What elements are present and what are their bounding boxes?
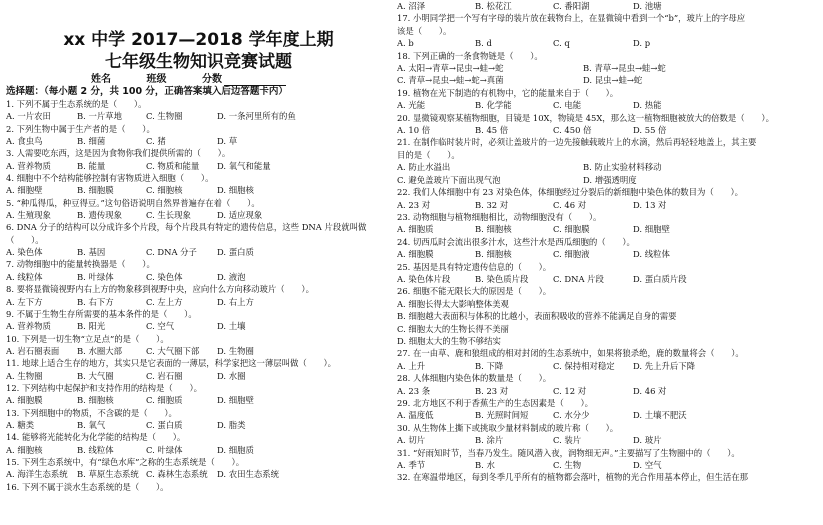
options-line	[6, 468, 391, 480]
answer-option: C. 生物	[553, 460, 582, 471]
answer-option: B. 大气圈	[77, 370, 114, 381]
question-line: 2. 下列生物中属于生产者的是（ ）。	[6, 123, 155, 134]
answer-option: D. 脂类	[217, 419, 246, 430]
answer-option: D. 适应现象	[217, 210, 263, 221]
class-label: 班级	[146, 74, 167, 85]
answer-option: C. 保持相对稳定	[553, 360, 615, 371]
answer-option: B. 右下方	[77, 296, 114, 307]
options-line	[397, 434, 817, 446]
question-line: A. 细胞长得太大影响整体美观	[397, 298, 509, 309]
question-line: 20. 显微镜观察某植物细胞，目镜是 10X，物镜是 45X，那么这一植物细胞被放大的倍数是（ ）。	[397, 112, 774, 123]
answer-option: C. 蛋白质	[146, 419, 183, 430]
answer-option: D. 空气	[633, 460, 662, 471]
answer-option: C. DNA 分子	[146, 247, 197, 258]
answer-option: A. 季节	[397, 460, 426, 471]
score-label: 分数	[201, 74, 222, 85]
question-line: 17. 小明同学把一个写有字母的装片放在载物台上，在显微镜中看到一个“b”，玻片上的字母应	[397, 13, 746, 24]
question-line: 25. 基因是具有特定遗传信息的（ ）。	[397, 261, 552, 272]
answer-option: A. 生物圈	[6, 370, 43, 381]
answer-option: D. 蛋白质	[217, 247, 254, 258]
options-line	[6, 135, 391, 147]
right-column	[397, 0, 817, 484]
answer-option: D. 池塘	[633, 1, 662, 11]
options-line	[397, 174, 817, 186]
answer-option: A. 切片	[397, 435, 426, 446]
answer-option: A. 10 倍	[397, 125, 431, 136]
answer-option: C. 避免盖玻片下面出现气泡	[397, 174, 501, 185]
answer-option: C. 装片	[553, 435, 582, 446]
answer-option: B. 一片草地	[77, 111, 122, 122]
answer-option: C. q	[553, 38, 570, 49]
answer-option: A. 染色体片段	[397, 273, 451, 284]
answer-option: C. 细胞质	[146, 395, 183, 406]
answer-option: B. 45 倍	[475, 125, 509, 136]
question-line: 24. 切西瓜时会流出很多汁水，这些汁水是西瓜细胞的（ ）。	[397, 236, 635, 247]
answer-option: C. 大气圈下部	[146, 345, 200, 356]
answer-option: A. 生殖现象	[6, 210, 51, 221]
answer-option: D. 水圈	[217, 370, 246, 381]
answer-option: C. 细胞膜	[553, 224, 590, 235]
question-line: 22. 我们人体细胞中有 23 对染色体，体细胞经过分裂后的新细胞中染色体的数目为（ ）。	[397, 187, 744, 198]
options-line	[397, 385, 817, 397]
question-line: 12. 下列结构中起保护和支持作用的结构是（ ）。	[6, 382, 203, 393]
question-line: 该是（ ）。	[397, 25, 452, 36]
options-line	[6, 370, 391, 382]
answer-option: D. 昆虫→蛙→蛇	[583, 75, 643, 86]
answer-option: C. 450 倍	[553, 125, 592, 136]
question-line: 6. DNA 分子的结构可以分成许多个片段，每个片段具有特定的遗传信息，这些 DNA 片段就叫做	[6, 222, 367, 233]
answer-option: C. 猪	[146, 136, 166, 147]
student-info-line	[6, 74, 391, 86]
left-question-list	[6, 98, 391, 493]
answer-option: B. 下降	[475, 360, 504, 371]
answer-option: A. 防止水溢出	[397, 162, 451, 173]
options-line	[397, 74, 817, 86]
answer-option: A. 沼泽	[397, 1, 426, 11]
answer-option: D. 细胞质	[217, 444, 254, 455]
answer-option: A. 细胞核	[6, 444, 43, 455]
options-line	[397, 223, 817, 235]
answer-option: B. 水圈大部	[77, 345, 122, 356]
question-line: 27. 在一由草、鹿和狼组成的相对封闭的生态系统中，如果将狼杀绝，鹿的数量将会（ ）。	[397, 348, 744, 359]
answer-option: B. 光照时间短	[475, 410, 529, 421]
answer-option: D. 13 对	[633, 199, 667, 210]
answer-option: A. 细胞膜	[397, 249, 434, 260]
answer-option: D. 细胞核	[217, 185, 254, 196]
answer-option: A. 细胞质	[397, 224, 434, 235]
answer-option: D. 右上方	[217, 296, 254, 307]
answer-option: C. DNA 片段	[553, 273, 604, 284]
answer-option: A. 营养物质	[6, 321, 51, 332]
answer-option: A. 23 条	[397, 385, 431, 396]
answer-option: D. 热能	[633, 100, 662, 111]
options-line	[397, 248, 817, 260]
question-line: 9. 不属于生物生存所需要的基本条件的是（ ）。	[6, 308, 197, 319]
options-line	[397, 459, 817, 471]
answer-option: C. 染色体	[146, 271, 183, 282]
question-line: 30. 从生物体上撕下或挑取少量材料制成的玻片称（ ）。	[397, 422, 619, 433]
answer-option: D. 蛋白质片段	[633, 273, 687, 284]
answer-option: B. 青草→昆虫→蛙→蛇	[583, 63, 666, 74]
answer-option: A. 岩石圈表面	[6, 345, 60, 356]
options-line	[6, 184, 391, 196]
question-line: D. 细胞太大的生物不够结实	[397, 335, 501, 346]
answer-option: C. 叶绿体	[146, 444, 183, 455]
answer-option: D. 草	[217, 136, 238, 147]
question-line: 28. 人体细胞内染色体的数量是（ ）。	[397, 373, 552, 384]
answer-option: C. 细胞液	[553, 249, 590, 260]
answer-option: B. 23 对	[475, 385, 509, 396]
answer-option: B. 能量	[77, 160, 106, 171]
left-column	[6, 0, 391, 493]
question-line: 26. 细胞不能无限长大的原因是（ ）。	[397, 286, 552, 297]
question-line: 7. 动物细胞中的能量转换器是（ ）。	[6, 259, 155, 270]
options-line	[397, 99, 817, 111]
question-line: 15. 下列生态系统中，有“绿色水库”之称的生态系统是（ ）。	[6, 456, 245, 467]
question-line: 21. 在制作临时装片时，必须让盖玻片的一边先接触载玻片上的水滴，然后再轻轻地盖上，其主要	[397, 137, 757, 148]
answer-option: C. 电能	[553, 100, 582, 111]
answer-option: B. 防止实验材料移动	[583, 162, 662, 173]
options-line	[397, 37, 817, 49]
answer-option: C. 物质和能量	[146, 160, 200, 171]
answer-option: C. 岩石圈	[146, 370, 183, 381]
options-line	[6, 320, 391, 332]
answer-option: B. 遗传现象	[77, 210, 122, 221]
answer-option: D. 先上升后下降	[633, 360, 695, 371]
answer-option: C. 森林生态系统	[146, 469, 208, 480]
answer-option: A. 食虫鸟	[6, 136, 43, 147]
answer-option: A. 糖类	[6, 419, 35, 430]
answer-option: B. 氧气	[77, 419, 106, 430]
options-line	[397, 360, 817, 372]
question-line: 1. 下列不属于生态系统的是（ ）。	[6, 99, 147, 109]
answer-option: C. 生长现象	[146, 210, 191, 221]
answer-option: B. 细胞膜	[77, 185, 114, 196]
answer-option: A. 上升	[397, 360, 426, 371]
question-line: 18. 下列正确的一条食物链是（ ）。	[397, 50, 543, 61]
answer-option: C. 空气	[146, 321, 175, 332]
question-line: 10. 下列是一切生物“立足点”的是（ ）。	[6, 333, 169, 344]
question-line: 32. 在寒温带地区，每到冬季几乎所有的植物都会落叶，植物的光合作用基本停止，但生活在那	[397, 472, 748, 483]
answer-option: A. 温度低	[397, 410, 434, 421]
answer-option: D. 玻片	[633, 435, 662, 446]
answer-option: C. 左上方	[146, 296, 183, 307]
question-line: 23. 动物细胞与植物细胞相比，动物细胞没有（ ）。	[397, 211, 602, 222]
answer-option: D. 生物圈	[217, 345, 254, 356]
options-line	[6, 296, 391, 308]
options-line	[397, 273, 817, 285]
options-line	[397, 409, 817, 421]
answer-option: D. 55 倍	[633, 125, 667, 136]
answer-option: D. 细胞壁	[633, 224, 670, 235]
answer-option: D. p	[633, 38, 651, 49]
question-line: 8. 要将显微镜视野内右上方的物象移到视野中央，应向什么方向移动玻片（ ）。	[6, 284, 314, 295]
score-blank[interactable]	[224, 76, 286, 86]
answer-option: A. 一片农田	[6, 111, 51, 122]
exam-school-title: xx 中学 2017—2018 学年度上期	[63, 30, 334, 50]
answer-option: A. 线粒体	[6, 271, 43, 282]
right-question-list	[397, 0, 817, 484]
answer-option: B. 水	[475, 460, 495, 471]
answer-option: A. 营养物质	[6, 160, 51, 171]
answer-option: B. 细胞核	[475, 249, 512, 260]
answer-option: B. 染色质片段	[475, 273, 529, 284]
answer-option: B. 草原生态系统	[77, 469, 139, 480]
options-line	[6, 394, 391, 406]
answer-option: B. 涂片	[475, 435, 504, 446]
answer-option: A. 海洋生态系统	[6, 469, 68, 480]
options-line	[397, 199, 817, 211]
options-line	[6, 345, 391, 357]
answer-option: A. 左下方	[6, 296, 43, 307]
instructions: 选择题：（每小题 2 分，共 100 分，正确答案填入后边答题卡内）	[6, 86, 288, 97]
question-line: C. 细胞太大的生物长得不美丽	[397, 323, 509, 334]
question-line: 目的是（ ）。	[397, 149, 460, 160]
options-line	[397, 124, 817, 136]
answer-option: C. 46 对	[553, 199, 587, 210]
answer-option: A. b	[397, 38, 414, 49]
answer-option: B. 细菌	[77, 136, 106, 147]
options-line	[6, 160, 391, 172]
answer-option: D. 细胞壁	[217, 395, 254, 406]
options-line	[6, 209, 391, 221]
options-line	[6, 246, 391, 258]
answer-option: C. 细胞核	[146, 185, 183, 196]
answer-option: A. 太阳→青草→昆虫→蛙→蛇	[397, 63, 504, 74]
options-line	[6, 110, 391, 122]
answer-option: D. 农田生态系统	[217, 469, 279, 480]
answer-option: D. 液泡	[217, 271, 246, 282]
answer-option: B. 松花江	[475, 1, 512, 11]
answer-option: A. 细胞壁	[6, 185, 43, 196]
answer-option: B. 线粒体	[77, 444, 114, 455]
options-line	[397, 62, 817, 74]
answer-option: B. 化学能	[475, 100, 512, 111]
answer-option: B. d	[475, 38, 492, 49]
answer-option: C. 番阳湖	[553, 1, 590, 11]
answer-option: C. 12 对	[553, 385, 587, 396]
question-line: 19. 植物在光下制造的有机物中，它的能量来自于（ ）。	[397, 87, 619, 98]
answer-option: D. 增强透明度	[583, 174, 637, 185]
question-line: 16. 下列不属于淡水生态系统的是（ ）。	[6, 481, 169, 492]
answer-option: D. 线粒体	[633, 249, 670, 260]
question-line: 5. “种瓜得瓜，种豆得豆。”这句俗语说明自然界普遍存在着（ ）。	[6, 197, 260, 208]
answer-option: B. 阳光	[77, 321, 106, 332]
question-line: 14. 能够将光能转化为化学能的结构是（ ）。	[6, 432, 186, 443]
answer-option: D. 一条河里所有的鱼	[217, 111, 296, 122]
answer-option: C. 生物圈	[146, 111, 183, 122]
question-line: 29. 北方地区不利于香蕉生产的生态因素是（ ）。	[397, 398, 594, 408]
answer-option: A. 光能	[397, 100, 426, 111]
options-line	[397, 161, 817, 173]
answer-option: D. 46 对	[633, 385, 667, 396]
question-line: （ ）。	[6, 234, 44, 245]
answer-option: B. 基因	[77, 247, 106, 258]
answer-option: C. 青草→昆虫→蛙→蛇→真菌	[397, 75, 504, 86]
options-line	[6, 444, 391, 456]
answer-option: D. 土壤不肥沃	[633, 410, 687, 421]
answer-option: A. 23 对	[397, 199, 431, 210]
question-line: 13. 下列细胞中的物质，不含碳的是（ ）。	[6, 407, 177, 418]
exam-title: 七年级生物知识竞赛试题	[105, 52, 292, 72]
answer-option: A. 细胞膜	[6, 395, 43, 406]
options-line	[6, 419, 391, 431]
answer-option: D. 氧气和能量	[217, 160, 271, 171]
answer-option: B. 32 对	[475, 199, 509, 210]
answer-option: D. 土壤	[217, 321, 246, 332]
options-line	[6, 271, 391, 283]
answer-option: A. 染色体	[6, 247, 43, 258]
question-line: 31. “好雨知时节，当春乃发生。随风潜入夜，润物细无声。”主要描写了生物圈中的（ ）。	[397, 447, 740, 458]
options-line	[397, 0, 817, 12]
question-line: 11. 地球上适合生存的地方，其实只是它表面的一薄层，科学家把这一薄层叫做（ ）。	[6, 358, 337, 369]
answer-option: B. 叶绿体	[77, 271, 114, 282]
answer-option: B. 细胞核	[475, 224, 512, 235]
name-label: 姓名	[91, 74, 111, 85]
question-line: 3. 人需要吃东西，这是因为食物你我们提供所需的（ ）。	[6, 148, 231, 159]
answer-option: C. 水分少	[553, 410, 590, 421]
question-line: B. 细胞越大表面积与体积的比越小，表面积吸收的营养不能满足自身的需要	[397, 311, 677, 322]
question-line: 4. 细胞中不个结构能够控制有害物质进入细胞（ ）。	[6, 173, 214, 184]
answer-option: B. 细胞核	[77, 395, 114, 406]
